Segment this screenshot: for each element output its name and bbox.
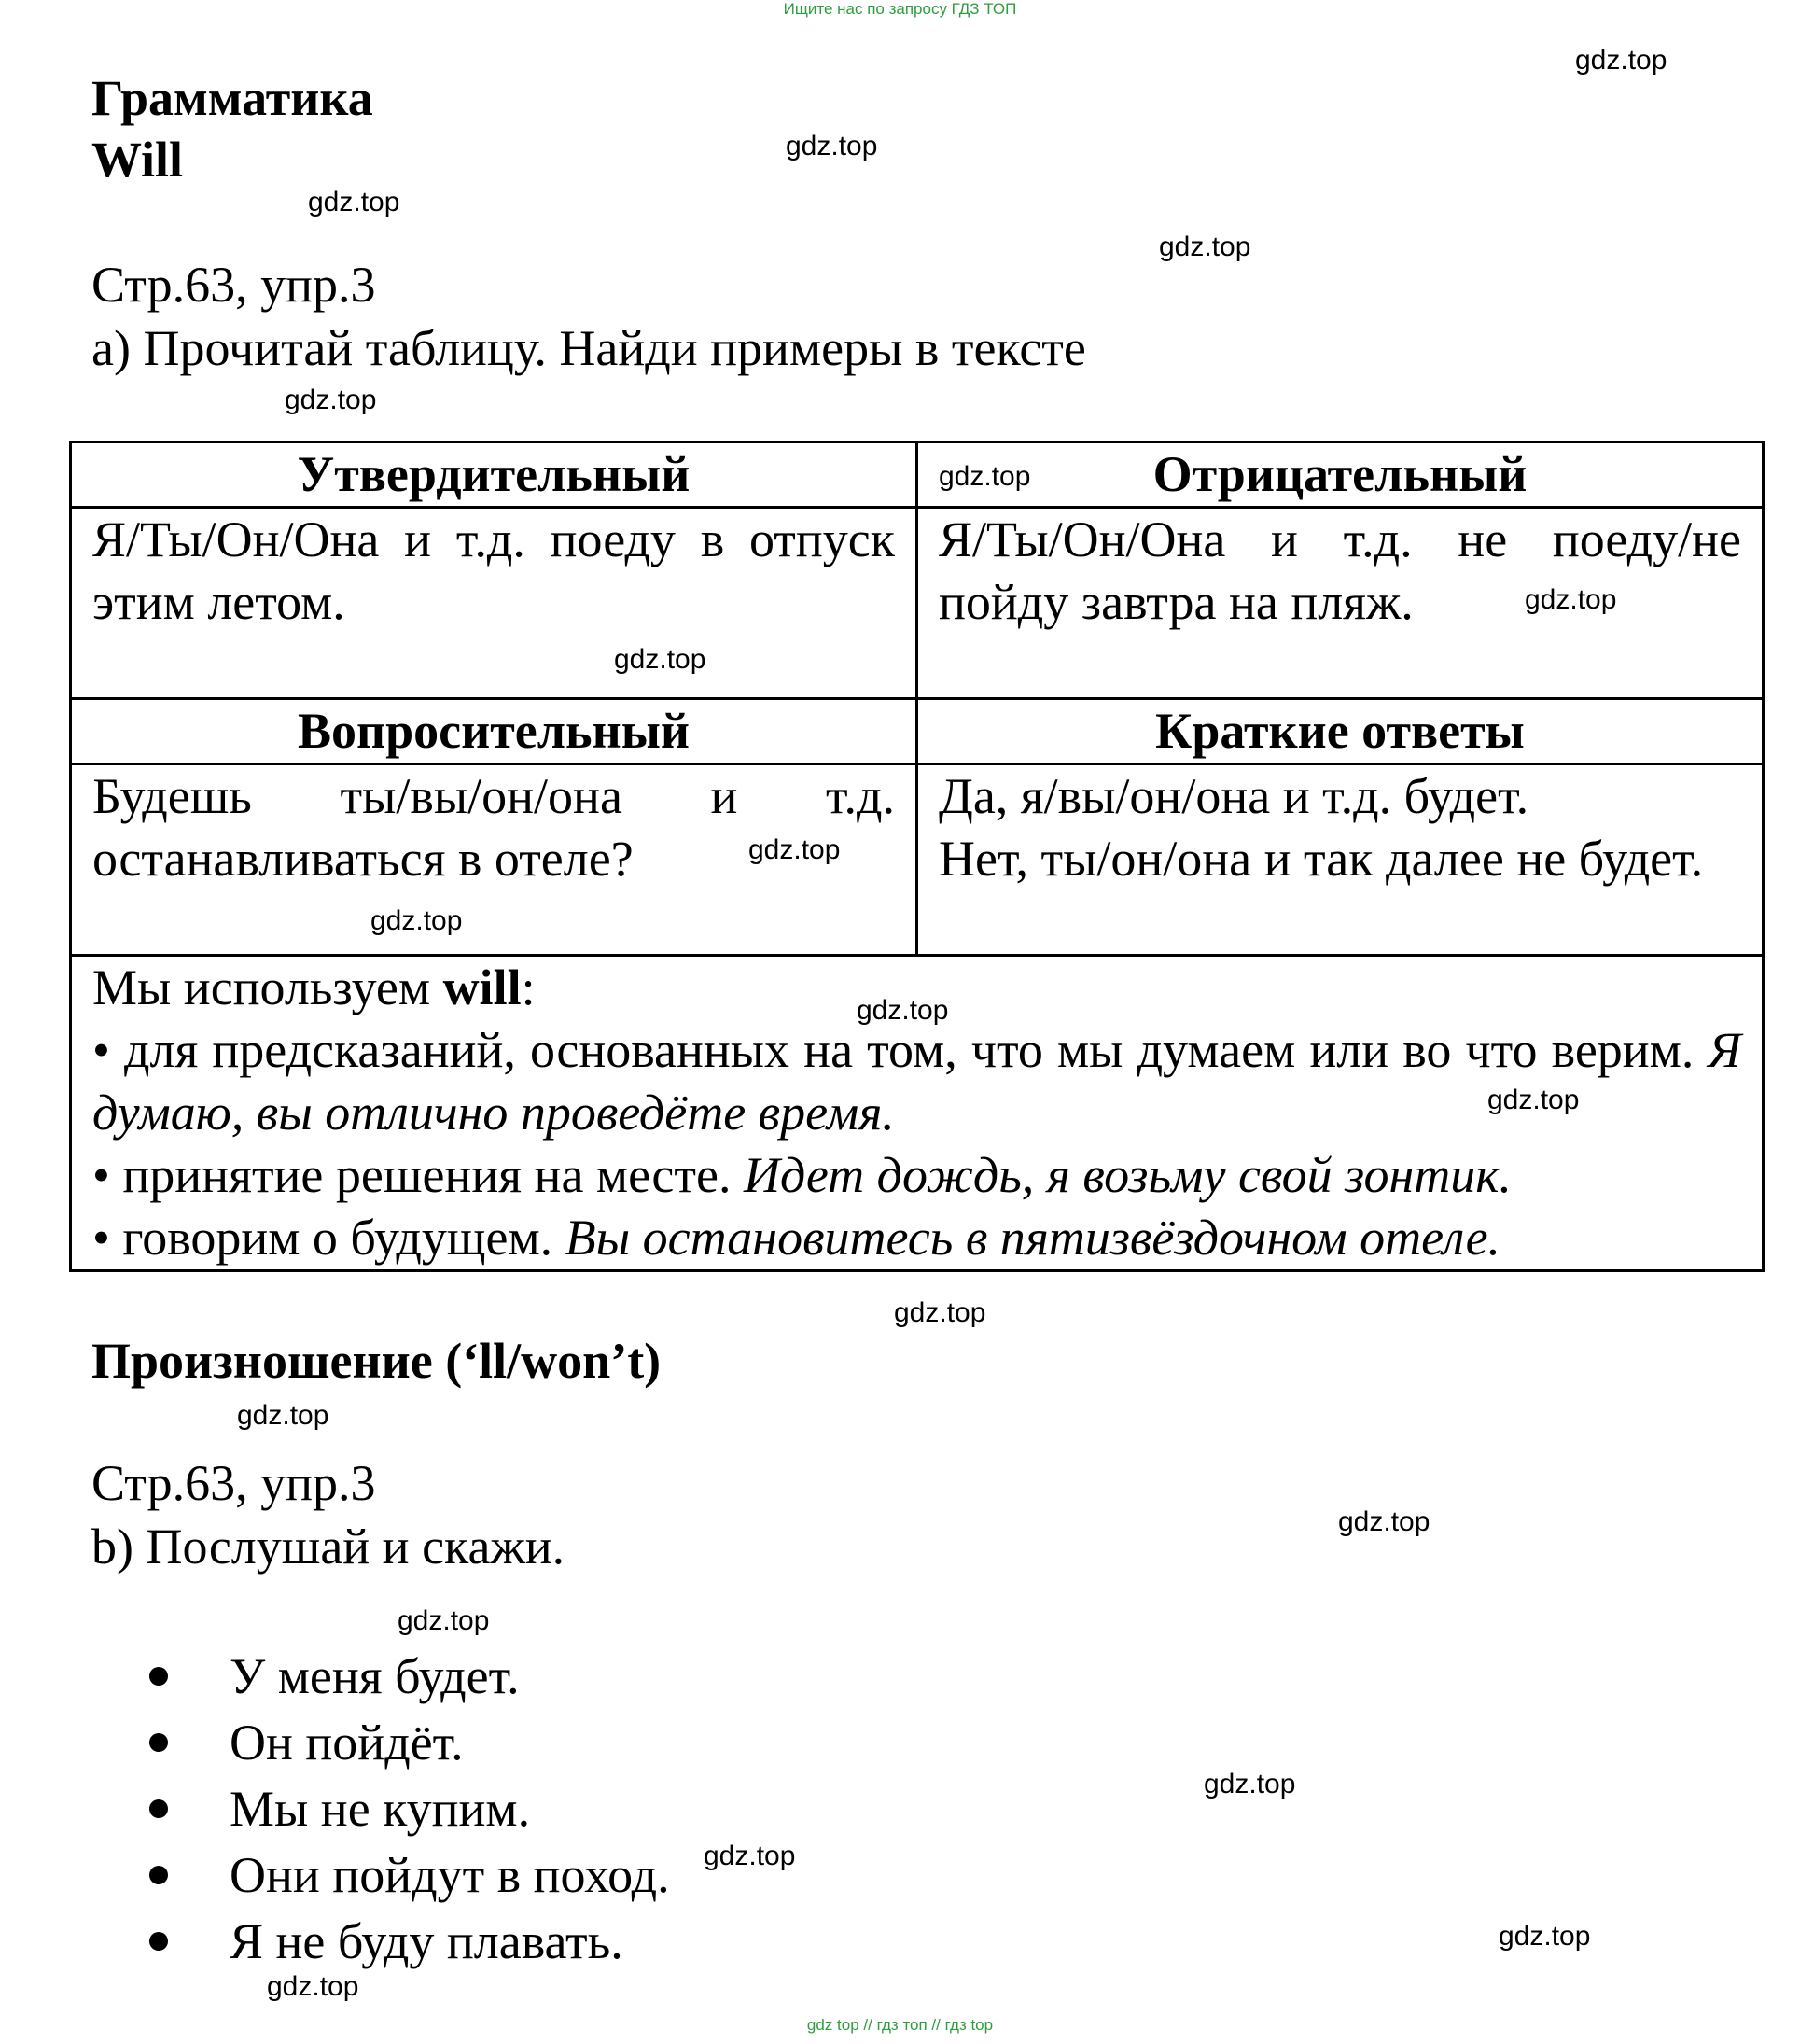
task-instruction-2: b) Послушай и скажи. [91, 1519, 565, 1575]
phrase-list [149, 1643, 670, 1974]
header-short-answers: Краткие ответы [917, 699, 1764, 764]
usage-intro: Мы используем will: [92, 959, 536, 1015]
watermark: gdz.top [614, 644, 706, 675]
watermark: gdz.top [1204, 1769, 1296, 1799]
watermark: gdz.top [308, 187, 400, 217]
grammar-table [69, 441, 1765, 1272]
section-title: Грамматика [91, 70, 373, 126]
keyword-will: will [442, 959, 522, 1015]
affirmative-example: Я/Ты/Он/Она и т.д. поеду в отпуск этим летом. [71, 508, 917, 699]
watermark: gdz.top [1338, 1506, 1430, 1537]
short-answers [917, 764, 1764, 956]
watermark: gdz.top [939, 461, 1031, 492]
list-item: Я не буду плавать. [149, 1908, 670, 1974]
watermark: gdz.top [1499, 1921, 1591, 1952]
watermark: gdz.top [1575, 45, 1667, 76]
watermark: gdz.top [857, 995, 949, 1026]
page-reference-2: Стр.63, упр.3 [91, 1455, 376, 1511]
short-answer-yes: Да, я/вы/он/она и т.д. будет. [939, 768, 1529, 824]
header-affirmative: Утвердительный [71, 442, 917, 508]
negative-example: Я/Ты/Он/Она и т.д. не поеду/не пойду завтра на пляж. [917, 508, 1764, 699]
watermark: gdz.top [1159, 231, 1251, 262]
list-item: У меня будет. [149, 1643, 670, 1709]
usage-item: • принятие решения на месте. Идет дождь, я возьму свой зонтик. [92, 1147, 1513, 1203]
watermark: gdz.top [748, 834, 841, 865]
section-subtitle: Will [91, 132, 184, 188]
watermark: gdz.top [786, 131, 878, 161]
watermark: gdz.top [1487, 1085, 1580, 1115]
watermark: gdz.top [704, 1841, 796, 1871]
pronunciation-title: Произношение (‘ll/won’t) [91, 1333, 662, 1389]
bullet-icon [149, 1866, 168, 1884]
footer-banner: gdz top // гдз топ // гдз top [806, 2016, 994, 2034]
usage-item: • говорим о будущем. Вы остановитесь в пятизвёздочном отеле. [92, 1210, 1501, 1266]
watermark: gdz.top [1525, 584, 1617, 615]
header-question: Вопросительный [71, 699, 917, 764]
top-banner: Ищите нас по запросу ГДЗ ТОП [783, 0, 1017, 18]
bullet-icon [149, 1667, 168, 1686]
list-item: Они пойдут в поход. [149, 1841, 670, 1908]
watermark: gdz.top [370, 905, 463, 936]
watermark: gdz.top [894, 1297, 986, 1328]
bullet-icon [149, 1799, 168, 1818]
short-answer-no: Нет, ты/он/она и так далее не будет. [939, 831, 1704, 887]
usage-item: • для предсказаний, основанных на том, что мы думаем или во что верим. Я думаю, вы отлично проведёте время. [92, 1022, 1741, 1141]
task-instruction: a) Прочитай таблицу. Найди примеры в тексте [91, 320, 1086, 376]
watermark: gdz.top [237, 1400, 329, 1431]
list-item: Он пойдёт. [149, 1709, 670, 1775]
watermark: gdz.top [398, 1605, 490, 1636]
bullet-icon [149, 1932, 168, 1951]
list-item: Мы не купим. [149, 1775, 670, 1841]
bullet-icon [149, 1733, 168, 1752]
watermark: gdz.top [267, 1971, 359, 2002]
watermark: gdz.top [285, 385, 377, 415]
question-example: Будешь ты/вы/он/она и т.д. останавливаться в отеле? [71, 764, 917, 956]
page-reference: Стр.63, упр.3 [91, 257, 376, 313]
header-negative: Отрицательный [917, 442, 1764, 508]
